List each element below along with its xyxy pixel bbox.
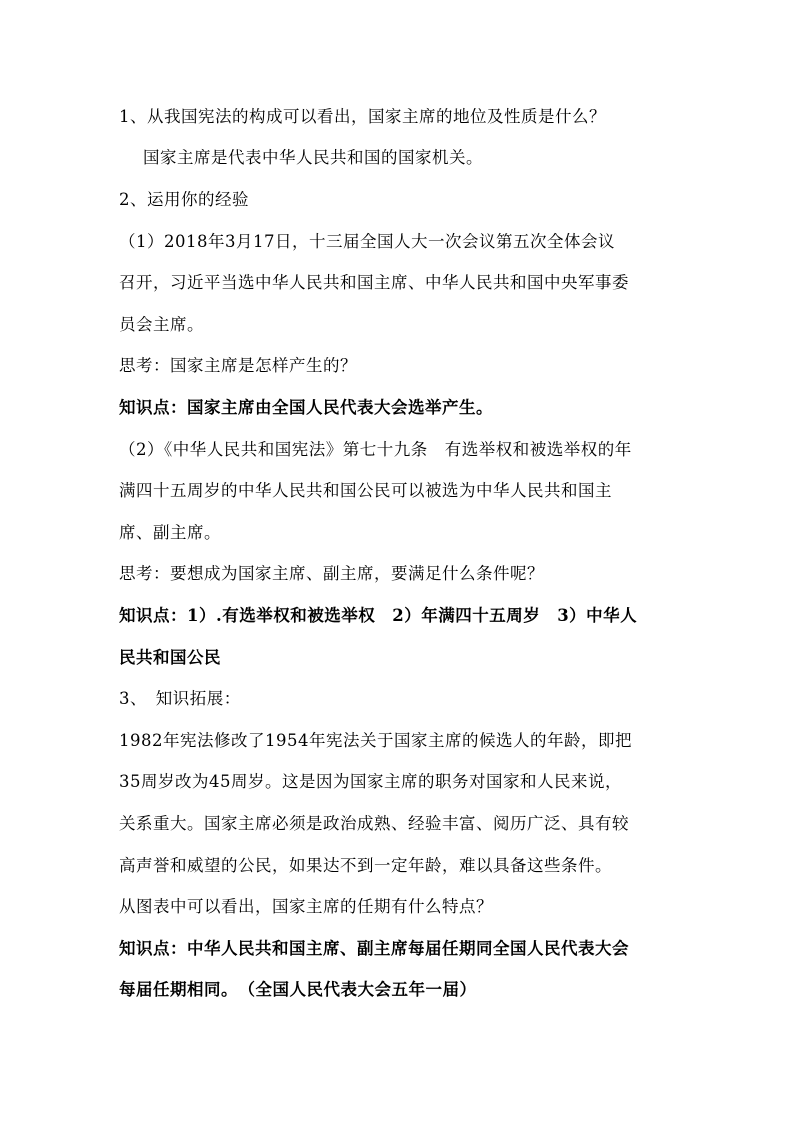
question-1: 1、从我国宪法的构成可以看出，国家主席的地位及性质是什么？ xyxy=(119,107,606,126)
paragraph-line: 员会主席。 xyxy=(119,315,204,334)
paragraph-line: 关系重大。国家主席必须是政治成熟、经验丰富、阅历广泛、具有较 xyxy=(119,814,629,833)
knowledge-point: 知识点：国家主席由全国人民代表大会选举产生。 xyxy=(119,398,493,417)
paragraph-line: （1）2018年3月17日，十三届全国人大一次会议第五次全体会议 xyxy=(119,232,615,251)
section-2-heading: 2、运用你的经验 xyxy=(119,190,249,209)
knowledge-point: 知识点：中华人民共和国主席、副主席每届任期同全国人民代表大会 xyxy=(119,939,629,958)
paragraph-line: 召开，习近平当选中华人民共和国主席、中华人民共和国中央军事委 xyxy=(119,273,629,292)
knowledge-point-continued: 每届任期相同。 （全国人民代表大会五年一届） xyxy=(119,980,477,999)
paragraph-line: 席、副主席。 xyxy=(119,523,221,542)
paragraph-line: （2）《中华人民共和国宪法》第七十九条 有选举权和被选举权的年 xyxy=(119,440,632,459)
paragraph-line: 满四十五周岁的中华人民共和国公民可以被选为中华人民共和国主 xyxy=(119,481,612,500)
section-3-heading: 3、 知识拓展： xyxy=(119,689,241,708)
thinking-question: 思考：要想成为国家主席、副主席，要满足什么条件呢？ xyxy=(119,564,544,583)
thinking-question: 思考：国家主席是怎样产生的？ xyxy=(119,356,357,375)
thinking-question: 从图表中可以看出，国家主席的任期有什么特点？ xyxy=(119,897,493,916)
knowledge-point-continued: 民共和国公民 xyxy=(119,648,221,667)
paragraph-line: 1982年宪法修改了1954年宪法关于国家主席的候选人的年龄，即把 xyxy=(119,731,632,750)
paragraph-line: 35周岁改为45周岁。这是因为国家主席的职务对国家和人民来说， xyxy=(119,772,622,791)
knowledge-point: 知识点：1）.有选举权和被选举权 2）年满四十五周岁 3）中华人 xyxy=(119,606,638,625)
paragraph-line: 高声誉和威望的公民，如果达不到一定年龄，难以具备这些条件。 xyxy=(119,856,612,875)
answer-1: 国家主席是代表中华人民共和国的国家机关。 xyxy=(143,148,483,167)
